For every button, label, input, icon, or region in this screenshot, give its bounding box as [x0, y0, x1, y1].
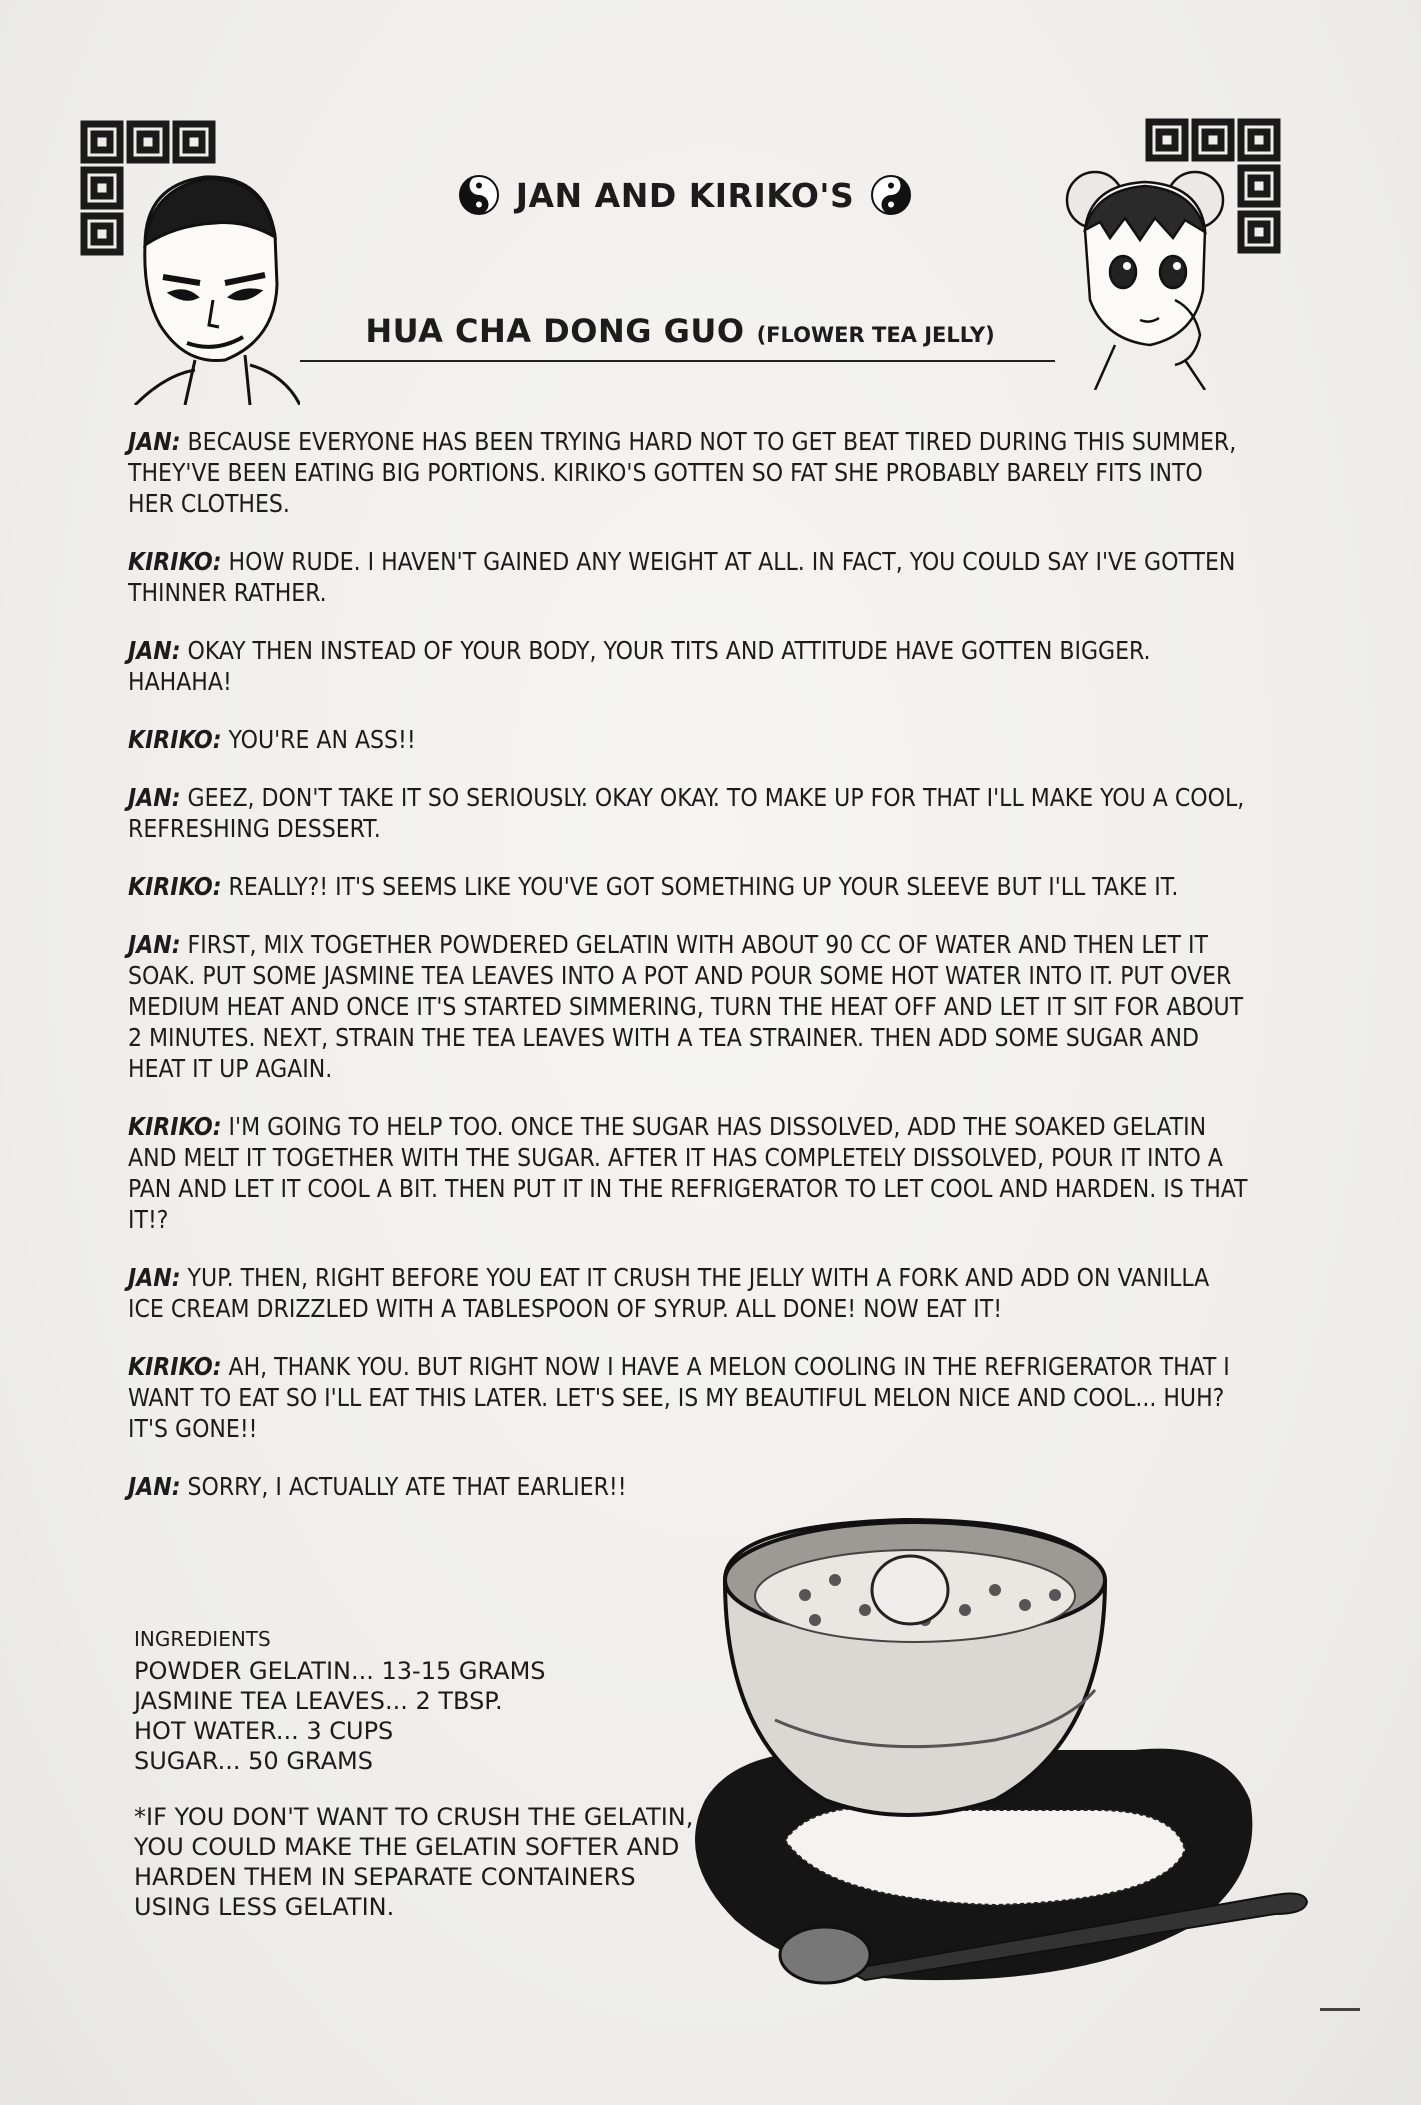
ingredient-item: POWDER GELATIN... 13-15 GRAMS	[134, 1657, 546, 1685]
speaker-label: KIRIKO:	[128, 1112, 222, 1141]
speaker-label: JAN:	[128, 783, 181, 812]
speaker-label: KIRIKO:	[128, 725, 222, 754]
speech-text: AH, THANK YOU. BUT RIGHT NOW I HAVE A MELON COOLING IN THE REFRIGERATOR THAT I WANT TO EAT SO I'LL EAT THIS LATER. LET'S SEE, IS MY BEAUTIFUL MELON NICE AND COOL... HUH? IT'S GONE!!	[128, 1352, 1230, 1443]
dialogue-line	[128, 426, 1248, 519]
speaker-label: JAN:	[128, 1263, 181, 1292]
dialogue-line	[128, 782, 1248, 844]
ingredient-item: JASMINE TEA LEAVES... 2 TBSP.	[134, 1687, 503, 1715]
ingredients-note: *IF YOU DON'T WANT TO CRUSH THE GELATIN, YOU COULD MAKE THE GELATIN SOFTER AND HARDEN THEM IN SEPARATE CONTAINERS USING LESS GELATIN.	[134, 1803, 694, 1921]
speaker-label: JAN:	[128, 1472, 181, 1501]
page-title: JAN AND KIRIKO'S	[515, 175, 855, 215]
speech-text: SORRY, I ACTUALLY ATE THAT EARLIER!!	[187, 1472, 627, 1501]
speaker-label: KIRIKO:	[128, 872, 222, 901]
dialogue-line	[128, 1471, 1248, 1502]
speech-text: HOW RUDE. I HAVEN'T GAINED ANY WEIGHT AT ALL. IN FACT, YOU COULD SAY I'VE GOTTEN THINNER RATHER.	[128, 547, 1236, 607]
recipe-subtitle-row	[355, 312, 1005, 356]
yin-yang-icon	[458, 174, 500, 216]
dialogue-line	[128, 871, 1248, 902]
speaker-label: JAN:	[128, 636, 181, 665]
speech-text: FIRST, MIX TOGETHER POWDERED GELATIN WITH ABOUT 90 CC OF WATER AND THEN LET IT SOAK. PUT SOME JASMINE TEA LEAVES INTO A POT AND POUR SOME HOT WATER INTO IT. PUT OVER MEDIUM HEAT AND ONCE IT'S STARTED SIMMERING, TURN THE HEAT OFF AND LET IT SIT FOR ABOUT 2 MINUTES. NEXT, STRAIN THE TEA LEAVES WITH A TEA STRAINER. THEN ADD SOME SUGAR AND HEAT IT UP AGAIN.	[128, 930, 1244, 1083]
dialogue-line	[128, 929, 1248, 1084]
speaker-label: KIRIKO:	[128, 547, 222, 576]
ingredient-item: SUGAR... 50 GRAMS	[134, 1747, 373, 1775]
recipe-title-row	[425, 165, 945, 225]
ingredients-heading: INGREDIENTS	[134, 1627, 271, 1651]
title-underline	[300, 360, 1055, 362]
recipe-translation: (FLOWER TEA JELLY)	[756, 323, 995, 347]
speaker-label: KIRIKO:	[128, 1352, 222, 1381]
speaker-label: JAN:	[128, 930, 181, 959]
speech-text: REALLY?! IT'S SEEMS LIKE YOU'VE GOT SOMETHING UP YOUR SLEEVE BUT I'LL TAKE IT.	[228, 872, 1179, 901]
speech-text: BECAUSE EVERYONE HAS BEEN TRYING HARD NOT TO GET BEAT TIRED DURING THIS SUMMER, THEY'VE BEEN EATING BIG PORTIONS. KIRIKO'S GOTTEN SO FAT SHE PROBABLY BARELY FITS INTO HER CLOTHES.	[128, 427, 1237, 518]
dialogue-block	[128, 426, 1248, 1529]
dialogue-line	[128, 1262, 1248, 1324]
dialogue-line	[128, 635, 1248, 697]
speech-text: GEEZ, DON'T TAKE IT SO SERIOUSLY. OKAY OKAY. TO MAKE UP FOR THAT I'LL MAKE YOU A COOL, REFRESHING DESSERT.	[128, 783, 1245, 843]
dialogue-line	[128, 1111, 1248, 1235]
speech-text: YOU'RE AN ASS!!	[228, 725, 416, 754]
speech-text: I'M GOING TO HELP TOO. ONCE THE SUGAR HAS DISSOLVED, ADD THE SOAKED GELATIN AND MELT IT TOGETHER WITH THE SUGAR. AFTER IT HAS COMPLETELY DISSOLVED, POUR IT INTO A PAN AND LET IT COOL A BIT. THEN PUT IT IN THE REFRIGERATOR TO LET COOL AND HARDEN. IS THAT IT!?	[128, 1112, 1248, 1234]
page-mark	[1320, 2008, 1360, 2011]
recipe-name: HUA CHA DONG GUO	[365, 312, 745, 350]
dialogue-line	[128, 724, 1248, 755]
yin-yang-icon	[870, 174, 912, 216]
speech-text: YUP. THEN, RIGHT BEFORE YOU EAT IT CRUSH THE JELLY WITH A FORK AND ADD ON VANILLA ICE CREAM DRIZZLED WITH A TABLESPOON OF SYRUP. ALL DONE! NOW EAT IT!	[128, 1263, 1210, 1323]
dialogue-line	[128, 546, 1248, 608]
ingredients-block	[134, 1624, 694, 1922]
dessert-bowl-illustration	[665, 1500, 1325, 1990]
dialogue-line	[128, 1351, 1248, 1444]
speaker-label: JAN:	[128, 427, 181, 456]
jan-portrait	[125, 165, 300, 405]
ingredient-item: HOT WATER... 3 CUPS	[134, 1717, 394, 1745]
kiriko-portrait	[1055, 160, 1235, 390]
speech-text: OKAY THEN INSTEAD OF YOUR BODY, YOUR TITS AND ATTITUDE HAVE GOTTEN BIGGER. HAHAHA!	[128, 636, 1151, 696]
